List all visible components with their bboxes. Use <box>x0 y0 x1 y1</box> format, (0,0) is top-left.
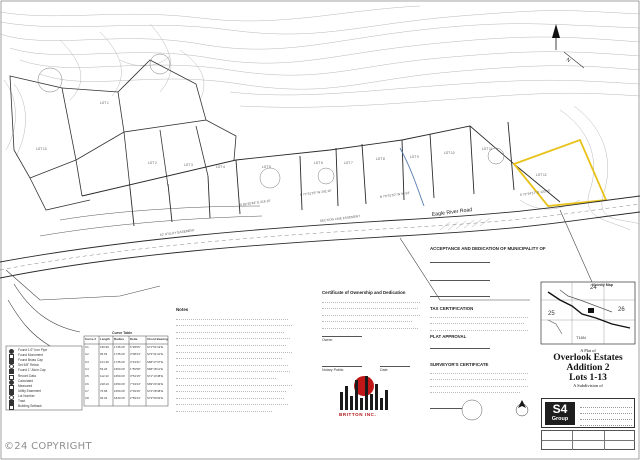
curve-table-cell: 2°39'46" <box>130 388 141 393</box>
notes-text <box>176 314 296 412</box>
plat-title-line-2: Addition 2 <box>566 363 610 373</box>
svg-text:N 71°51'19" W 242.16': N 71°51'19" W 242.16' <box>299 188 332 197</box>
plat-title-line-1: Overlook Estates <box>553 353 623 363</box>
curve-table-cell: 1745.00' <box>114 352 126 357</box>
s4-group-logo <box>545 402 575 425</box>
vicinity-number-24: 24 <box>590 285 597 291</box>
vicinity-number-25: 25 <box>548 311 555 317</box>
surveyor-heading: SURVEYOR'S CERTIFICATE <box>430 362 489 367</box>
curve-table-header-cell: Delta <box>130 337 138 341</box>
svg-text:S 72°24'17" E 120.55': S 72°24'17" E 120.55' <box>519 188 551 197</box>
svg-text:LOT 11: LOT 11 <box>482 147 493 151</box>
curve-table-header-cell: Chord Bearing <box>147 337 168 341</box>
vicinity-township: T16N <box>576 335 586 340</box>
svg-text:10' UTILITY EASEMENT: 10' UTILITY EASEMENT <box>159 228 196 237</box>
certificate-ownership-heading: Certificate of Ownership and Dedication <box>322 290 406 295</box>
curve-table-body <box>84 345 168 405</box>
britton-logo <box>340 376 388 410</box>
svg-text:N: N <box>564 56 572 64</box>
legend-item-label: Building Setback <box>18 404 42 409</box>
britton-stamp-text: BRITTON INC. <box>339 412 377 417</box>
legend-item-label: Calculated <box>18 378 34 383</box>
legend-item-label: Found 1/2" Iron Pipe <box>18 348 48 352</box>
surveyor-text <box>430 368 530 393</box>
topo-contours <box>0 6 640 230</box>
curve-table-title: Curve Table <box>112 331 133 335</box>
svg-text:LOT 13: LOT 13 <box>36 147 47 151</box>
curve-table-cell: S74°28'48"E <box>147 388 164 393</box>
curve-table-cell: C6 <box>85 381 89 386</box>
curve-table-cell: S68°18'11"E <box>147 366 164 371</box>
curve-table-cell: 2°59'24" <box>130 396 141 401</box>
legend-item-label: Utility Easement <box>18 388 42 393</box>
curve-table-header-cell: Length <box>100 337 110 341</box>
curve-table-cell: C7 <box>85 388 89 393</box>
highlighted-lot <box>514 140 606 206</box>
vicinity-map-label: Vicinity Map <box>592 283 613 287</box>
firm-box <box>541 398 635 428</box>
road-lots <box>82 122 560 226</box>
curve-table-cell: S73°59'04"E <box>147 396 164 401</box>
vicinity-map <box>541 282 635 344</box>
svg-text:LOT 6: LOT 6 <box>314 161 323 165</box>
vicinity-number-26: 26 <box>618 307 625 313</box>
plat-title-line-3: Lots 1-13 <box>569 373 607 383</box>
curve-table-cell: S71°51'19"E <box>147 345 164 349</box>
svg-text:LOT 10: LOT 10 <box>444 151 455 155</box>
surveyor-seal <box>462 400 482 420</box>
curve-table-cell: C8 <box>85 396 89 401</box>
curve-table-cell: 7°34'24" <box>130 381 141 386</box>
svg-text:SECTION LINE EASEMENT: SECTION LINE EASEMENT <box>319 214 361 223</box>
curve-table-cell: 96.02 <box>100 396 108 401</box>
surveyor-signature-line <box>430 408 462 409</box>
curve-table-cell: 1745.00' <box>114 359 126 364</box>
notes-heading: Notes <box>176 307 189 312</box>
svg-text:S 69°20'43" E 218.10': S 69°20'43" E 218.10' <box>239 198 271 207</box>
road-label: Eagle River Road <box>431 207 473 218</box>
curve-table-cell: S71°10'48"E <box>147 374 164 379</box>
curve-table-cell: 1745.00' <box>114 345 126 349</box>
certificate-ownership-text <box>322 297 422 329</box>
curve-table-cell: 1°50'58" <box>130 366 141 371</box>
curve-table <box>84 331 168 406</box>
legend <box>8 348 82 410</box>
legend-symbol-icon <box>9 405 14 410</box>
svg-text:LOT 9: LOT 9 <box>410 155 419 159</box>
owner-label: Owner <box>322 338 333 342</box>
owner-signature-line <box>322 336 362 337</box>
curve-table-cell: 6°28'05" <box>130 345 141 349</box>
north-arrow-icon <box>552 24 584 68</box>
svg-text:LOT 2: LOT 2 <box>148 161 157 165</box>
curve-table-cell: 1650.00' <box>114 374 126 379</box>
acceptance-line-2 <box>430 280 490 281</box>
curve-table-cell: C3 <box>85 359 89 364</box>
svg-text:LOT 7: LOT 7 <box>344 161 353 165</box>
curve-table-cell: 1650.00' <box>114 381 126 386</box>
svg-text:N 73°31'10" W 95.63': N 73°31'10" W 95.63' <box>379 190 411 199</box>
legend-item <box>8 404 80 409</box>
curve-table-header <box>84 337 168 344</box>
curve-table-cell: 53.26 <box>100 366 108 371</box>
legend-item-label: Found Brass Cap <box>18 358 43 363</box>
curve-table-cell: 1650.00' <box>114 388 126 393</box>
plat-title-block <box>541 348 635 394</box>
firm-logo-small: Group <box>551 416 569 422</box>
curve-table-cell: 196.99 <box>100 345 109 349</box>
tax-certification-heading: TAX CERTIFICATION <box>430 306 474 311</box>
legend-item-label: Tract <box>18 399 26 403</box>
legend-item-label: Found Monument <box>18 353 43 358</box>
hatch-area <box>440 218 490 230</box>
sheet-info-strip <box>541 430 635 450</box>
curve-table-header-cell: Curve # <box>85 337 97 341</box>
acceptance-line-3 <box>430 296 490 297</box>
curve-table-cell: 112.43 <box>100 374 109 379</box>
acceptance-heading: ACCEPTANCE AND DEDICATION OF MUNICIPALITY OF <box>430 246 546 251</box>
small-north-arrow-icon <box>516 400 528 416</box>
copyright-watermark: ©24 COPYRIGHT <box>4 441 92 452</box>
legend-item-label: Set 5/8" Rebar <box>18 363 39 368</box>
firm-logo-big: S4 <box>552 402 568 416</box>
legend-item-label: Lot Number <box>18 393 35 398</box>
curve-table-cell: C1 <box>85 345 89 349</box>
svg-text:LOT 4: LOT 4 <box>216 165 225 169</box>
plat-prefix: A Plat of <box>580 348 596 353</box>
legend-item-label: Measured <box>18 383 33 388</box>
curve-table-cell: 1840.00' <box>114 396 126 401</box>
curve-table-cell: S69°20'43"E <box>147 381 164 386</box>
svg-text:LOT 12: LOT 12 <box>536 173 547 177</box>
date-signature-line <box>380 366 410 367</box>
curve-table-cell: 95.63 <box>100 352 108 357</box>
plat-approval-line <box>430 348 490 349</box>
curve-table-cell: 101.36 <box>100 359 109 364</box>
curve-table-cell: S73°31'10"E <box>147 352 164 357</box>
curve-table-cell: C5 <box>85 374 89 379</box>
curve-table-cell: C4 <box>85 366 89 371</box>
notary-label: Notary Public <box>322 368 344 372</box>
svg-text:LOT 1: LOT 1 <box>100 101 109 105</box>
curve-table-cell: S68°47'07"E <box>147 359 164 364</box>
plat-approval-heading: PLAT APPROVAL <box>430 334 467 339</box>
curve-table-cell: 1650.00' <box>114 366 126 371</box>
acceptance-line-1 <box>430 262 490 263</box>
plat-subtitle: A Subdivision of <box>573 383 603 388</box>
legend-item-label: Found 1" Alum Cap <box>18 368 46 373</box>
eagle-river-road <box>0 196 640 278</box>
curve-table-cell: 3°19'41" <box>130 359 141 364</box>
curve-table-cell: 3°54'15" <box>130 374 141 379</box>
dimension-labels <box>36 101 551 237</box>
date-label: Date <box>380 368 388 372</box>
svg-text:LOT 5: LOT 5 <box>262 165 271 169</box>
curve-table-cell: 218.10 <box>100 381 109 386</box>
notary-signature-line <box>322 366 362 367</box>
curve-table-cell: 3°08'24" <box>130 352 141 357</box>
svg-text:LOT 3: LOT 3 <box>184 163 193 167</box>
curve-table-cell: C2 <box>85 352 89 357</box>
legend-item-label: Record Data <box>18 373 36 378</box>
curve-table-cell: 76.68 <box>100 388 108 393</box>
svg-text:LOT 8: LOT 8 <box>376 157 385 161</box>
tax-certification-text <box>430 312 530 331</box>
curve-table-header-cell: Radius <box>114 337 125 341</box>
